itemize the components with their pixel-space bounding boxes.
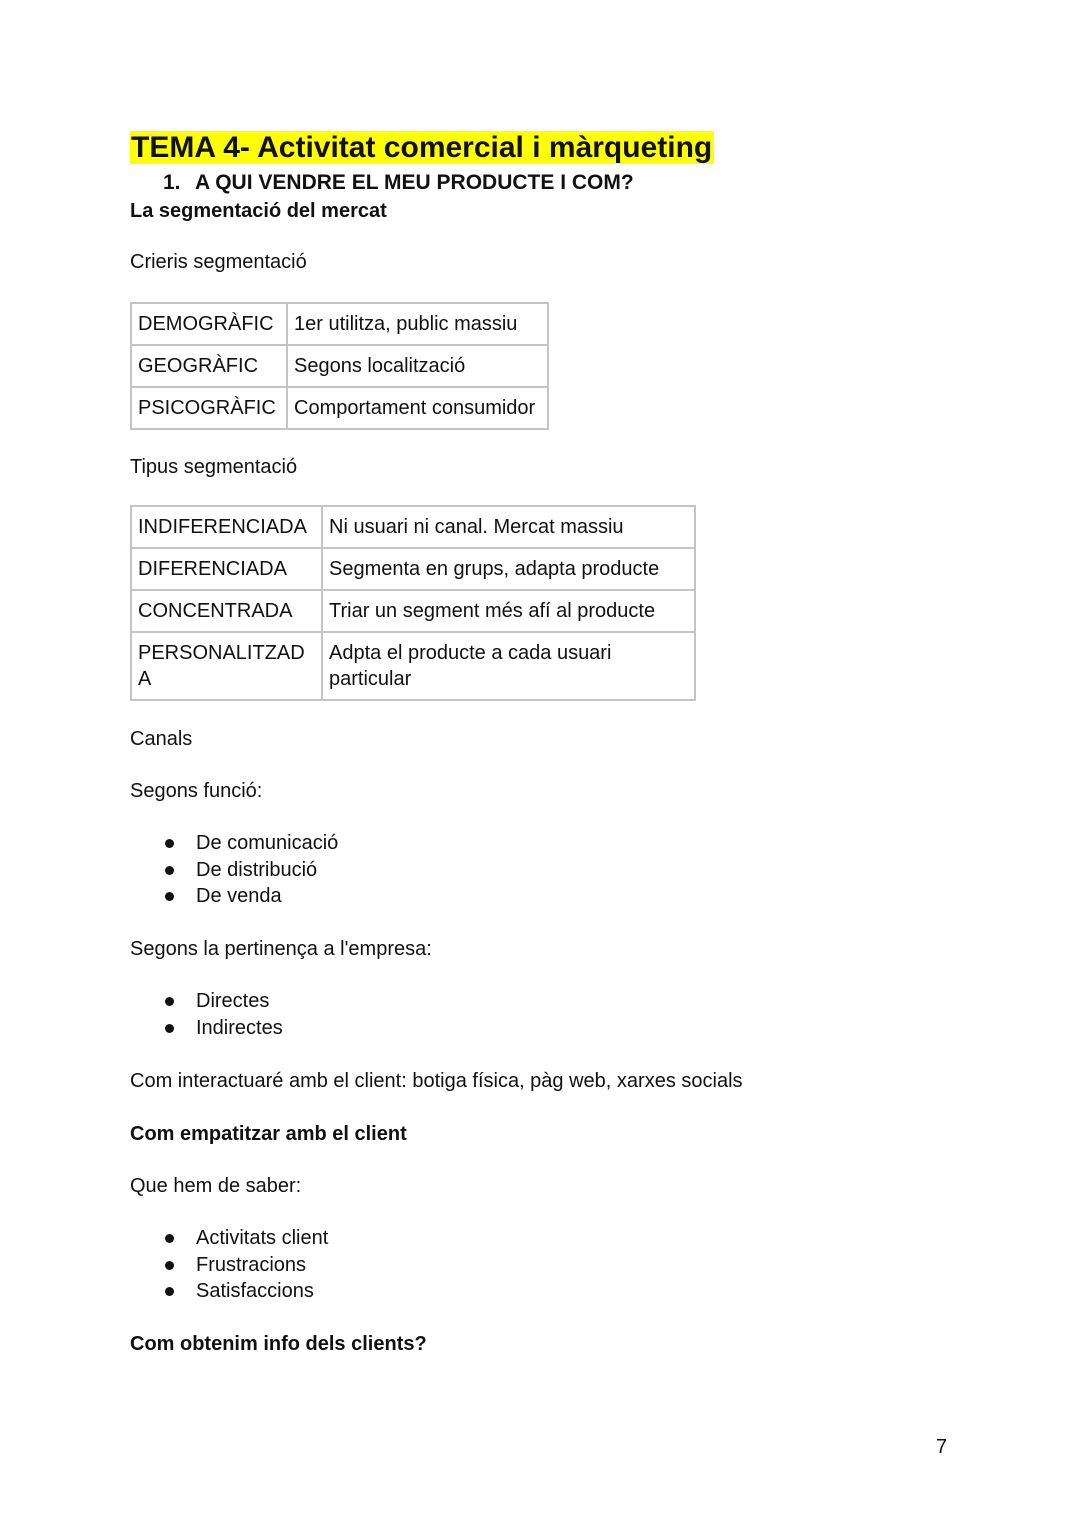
list-item xyxy=(130,857,338,884)
subheading-segmentacio: La segmentació del mercat xyxy=(130,200,387,222)
table-cell: GEOGRÀFIC xyxy=(131,345,287,387)
saber-list xyxy=(130,1225,328,1305)
table-row xyxy=(131,632,695,700)
bullet-icon xyxy=(165,1024,174,1033)
list-item xyxy=(130,1015,283,1042)
list-item-text: Directes xyxy=(196,990,270,1012)
empatitzar-heading: Com empatitzar amb el client xyxy=(130,1123,407,1145)
list-item xyxy=(130,1278,328,1305)
list-item xyxy=(130,1225,328,1252)
table-cell: Adpta el producte a cada usuari particular xyxy=(322,632,695,700)
interactuare-text: Com interactuaré amb el client: botiga física, pàg web, xarxes socials xyxy=(130,1070,743,1092)
title-highlight: TEMA 4- Activitat comercial i màrqueting xyxy=(131,131,713,164)
table-cell: CONCENTRADA xyxy=(131,590,322,632)
criteris-table xyxy=(130,302,549,430)
bullet-icon xyxy=(165,1287,174,1296)
table-row xyxy=(131,590,695,632)
table-row xyxy=(131,506,695,548)
bullet-icon xyxy=(165,997,174,1006)
canals-label: Canals xyxy=(130,728,193,750)
table-row xyxy=(131,303,548,345)
table-cell: PSICOGRÀFIC xyxy=(131,387,287,429)
table-cell: Segons localització xyxy=(287,345,548,387)
table-row xyxy=(131,345,548,387)
list-item xyxy=(130,988,283,1015)
table-cell: INDIFERENCIADA xyxy=(131,506,322,548)
tipus-table xyxy=(130,505,696,701)
section-number: 1. xyxy=(163,171,181,194)
list-item-text: De venda xyxy=(196,885,282,907)
segons-funcio-list xyxy=(130,830,338,910)
section-heading xyxy=(163,170,634,196)
bullet-icon xyxy=(165,839,174,848)
table-cell: Ni usuari ni canal. Mercat massiu xyxy=(322,506,695,548)
pertinenca-label: Segons la pertinença a l'empresa: xyxy=(130,938,432,960)
list-item xyxy=(130,883,338,910)
table-cell: Triar un segment més afí al producte xyxy=(322,590,695,632)
bullet-icon xyxy=(165,866,174,875)
page-title xyxy=(130,130,714,166)
criteris-label: Crieris segmentació xyxy=(130,251,307,273)
section-heading-text: A QUI VENDRE EL MEU PRODUCTE I COM? xyxy=(195,171,634,194)
table-cell: Comportament consumidor xyxy=(287,387,548,429)
list-item-text: Indirectes xyxy=(196,1016,283,1039)
bullet-icon xyxy=(165,1234,174,1243)
tipus-label: Tipus segmentació xyxy=(130,456,298,478)
list-item-text: Satisfaccions xyxy=(196,1280,314,1302)
list-item-text: De distribució xyxy=(196,858,318,881)
page-number: 7 xyxy=(936,1436,948,1458)
table-cell: DIFERENCIADA xyxy=(131,548,322,590)
list-item xyxy=(130,1252,328,1279)
saber-label: Que hem de saber: xyxy=(130,1175,302,1197)
obtenim-heading: Com obtenim info dels clients? xyxy=(130,1333,427,1355)
table-row xyxy=(131,387,548,429)
list-item-text: Frustracions xyxy=(196,1253,307,1276)
table-cell: PERSONALITZADA xyxy=(131,632,322,700)
table-row xyxy=(131,548,695,590)
table-cell: 1er utilitza, public massiu xyxy=(287,303,548,345)
pertinenca-list xyxy=(130,988,283,1041)
list-item xyxy=(130,830,338,857)
segons-funcio-label: Segons funció: xyxy=(130,780,263,802)
list-item-text: De comunicació xyxy=(196,832,339,854)
table-cell: Segmenta en grups, adapta producte xyxy=(322,548,695,590)
table-cell: DEMOGRÀFIC xyxy=(131,303,287,345)
list-item-text: Activitats client xyxy=(196,1227,329,1249)
bullet-icon xyxy=(165,1261,174,1270)
bullet-icon xyxy=(165,892,174,901)
